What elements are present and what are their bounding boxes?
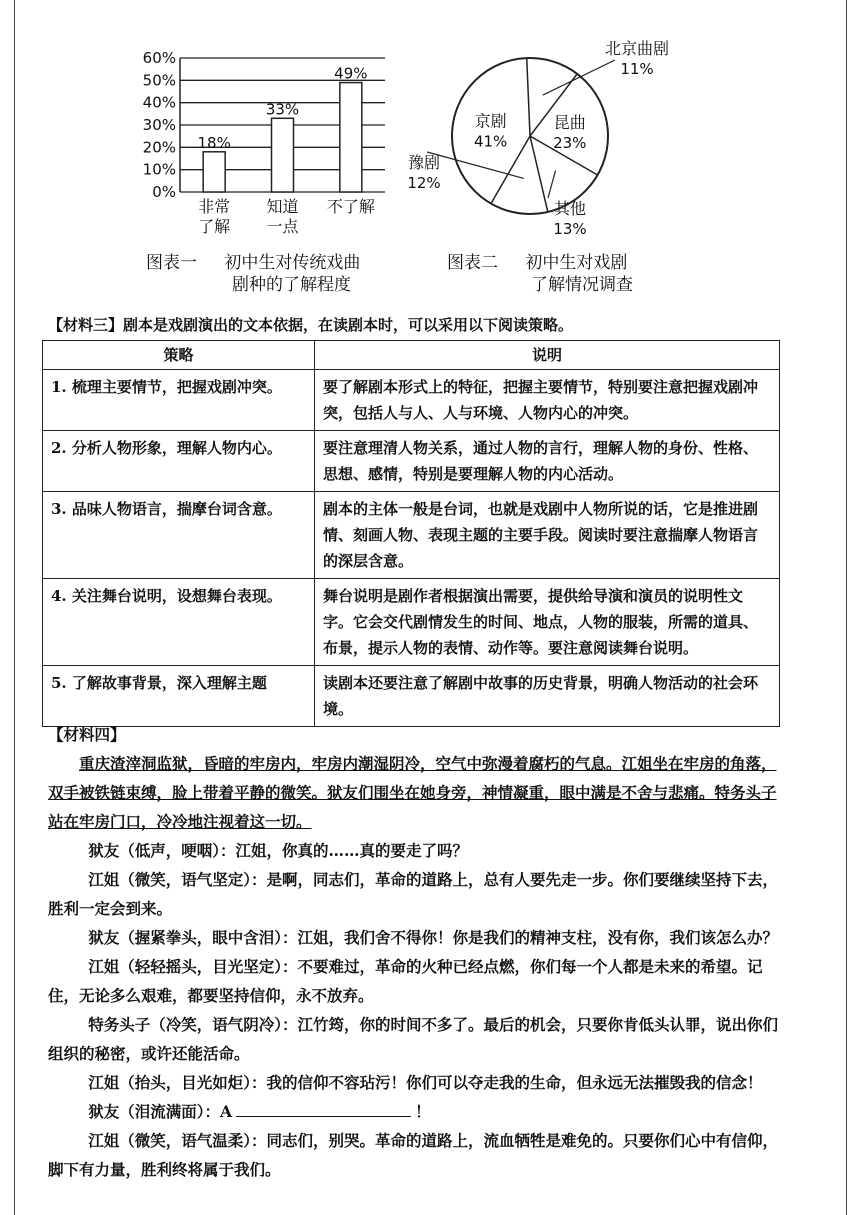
table-row (43, 431, 780, 492)
y-tick-label: 60% (142, 49, 176, 67)
category-label: 一点 (266, 217, 299, 236)
y-tick-label: 10% (142, 160, 176, 179)
table-row (43, 666, 780, 727)
pie-slice-name: 其他 (553, 199, 587, 218)
dialogue-line: 狱友（握紧拳头，眼中含泪）：江姐，我们舍不得你！你是我们的精神支柱，没有你，我们该怎么办？ (88, 928, 779, 947)
y-tick-label: 20% (142, 138, 176, 157)
bar-value-label: 18% (197, 133, 231, 152)
strategy-cell: 3. 品味人物语言，揣摩台词含意。 (43, 492, 315, 579)
fill-blank-line (48, 1097, 783, 1126)
pie-chart-caption (447, 252, 633, 296)
pie-slice-name: 昆曲 (553, 112, 586, 132)
page-border-left (14, 0, 15, 1215)
table-row (43, 492, 780, 579)
y-tick-label: 0% (152, 183, 176, 201)
header-strategy: 策略 (43, 341, 315, 370)
fill-blank-suffix: ！ (415, 1102, 431, 1121)
pie-chart-caption-prefix: 图表二 (447, 253, 498, 273)
table-row (43, 370, 780, 431)
strategy-table-header (43, 341, 780, 370)
stage-direction: 重庆渣滓洞监狱，昏暗的牢房内，牢房内潮湿阴冷，空气中弥漫着腐朽的气息。江姐坐在牢房的角落，双手被铁链束缚，脸上带着平静的微笑。狱友们围坐在她身旁，神情凝重，眼中满是不舍与悲痛。特务头子站在牢房门口，冷冷地注视着这一切。 (48, 754, 777, 831)
pie-chart-caption-line2: 了解情况调查 (531, 275, 633, 295)
pie-slice-label: 11% (620, 60, 654, 78)
category-label: 了解 (198, 217, 231, 236)
y-tick-label: 40% (142, 93, 176, 112)
bar-value-label: 49% (334, 64, 368, 83)
dialogue-line: 江姐（微笑，语气坚定）：是啊，同志们，革命的道路上，总有人要先走一步。你们要继续坚持下去，胜利一定会到来。 (48, 870, 779, 918)
pie-slice-label: 23% (553, 133, 587, 152)
bar-chart-caption (146, 252, 360, 296)
bar-chart-caption-prefix: 图表一 (146, 253, 197, 273)
y-tick-label: 50% (142, 71, 176, 90)
bar (203, 152, 225, 192)
description-cell: 要注意理清人物关系，通过人物的言行，理解人物的身份、性格、思想、感情，特别是要理解人物的内心活动。 (315, 431, 780, 492)
description-cell: 舞台说明是剧作者根据演出需要，提供给导演和演员的说明性文字。它会交代剧情发生的时间、地点，人物的服装，所需的道具、布景，提示人物的表情、动作等。要注意阅读舞台说明。 (315, 579, 780, 666)
dialogue-line: 江姐（抬头，目光如炬）：我的信仰不容玷污！你们可以夺走我的生命，但永远无法摧毁我的信念！ (88, 1073, 763, 1092)
bar (272, 118, 294, 192)
bar-chart-caption-line2: 剧种的了解程度 (232, 275, 351, 295)
answer-blank-a[interactable] (236, 1100, 411, 1117)
material4-script (48, 720, 783, 1184)
pie-slice-label: 13% (553, 220, 587, 238)
pie-slice-name: 北京曲剧 (604, 39, 670, 58)
category-label: 知道 (266, 197, 299, 216)
table-row (43, 579, 780, 666)
header-description: 说明 (315, 341, 780, 370)
pie-chart (407, 36, 700, 246)
dialogue-line: 特务头子（冷笑，语气阴冷）：江竹筠，你的时间不多了。最后的机会，只要你肯低头认罪，说出你们组织的秘密，或许还能活命。 (48, 1015, 779, 1063)
bar-chart-caption-line1: 初中生对传统戏曲 (224, 253, 361, 273)
fill-blank-prefix: 狱友（泪流满面）：A (88, 1102, 233, 1121)
bar (340, 83, 362, 192)
description-cell: 要了解剧本形式上的特征，把握主要情节，特别要注意把握戏剧冲突，包括人与人、人与环境、人物内心的冲突。 (315, 370, 780, 431)
strategy-cell: 1. 梳理主要情节，把握戏剧冲突。 (43, 370, 315, 431)
dialogue-line: 江姐（微笑，语气温柔）：同志们，别哭。革命的道路上，流血牺牲是难免的。只要你们心中有信仰，脚下有力量，胜利终将属于我们。 (48, 1131, 779, 1179)
material3-title: 【材料三】剧本是戏剧演出的文本依据，在读剧本时，可以采用以下阅读策略。 (48, 316, 574, 334)
dialogue-line: 狱友（低声，哽咽）：江姐，你真的……真的要走了吗？ (88, 841, 469, 860)
category-label: 不了解 (326, 197, 375, 216)
strategy-cell: 5. 了解故事背景，深入理解主题 (43, 666, 315, 727)
description-cell: 剧本的主体一般是台词，也就是戏剧中人物所说的话，它是推进剧情、刻画人物、表现主题的主要手段。阅读时要注意揣摩人物语言的深层含意。 (315, 492, 780, 579)
pie-slice-label: 12% (407, 174, 441, 192)
dialogue-line: 江姐（轻轻摇头，目光坚定）：不要难过，革命的火种已经点燃，你们每一个人都是未来的希望。记住，无论多么艰难，都要坚持信仰，永不放弃。 (48, 957, 763, 1005)
bar-chart (120, 40, 420, 250)
pie-chart-caption-line1: 初中生对戏剧 (525, 253, 628, 273)
y-tick-label: 30% (142, 116, 176, 134)
strategy-cell: 4. 关注舞台说明，设想舞台表现。 (43, 579, 315, 666)
material4-title: 【材料四】 (48, 725, 126, 744)
strategy-table (42, 340, 780, 727)
description-cell: 读剧本还要注意了解剧中故事的历史背景，明确人物活动的社会环境。 (315, 666, 780, 727)
strategy-cell: 2. 分析人物形象，理解人物内心。 (43, 431, 315, 492)
pie-slice-name: 豫剧 (407, 153, 441, 172)
pie-slice-label: 41% (473, 132, 508, 151)
bar-value-label: 33% (265, 100, 300, 119)
category-label: 非常 (198, 197, 231, 216)
pie-slice-name: 京剧 (474, 111, 507, 131)
page-border-right (846, 0, 847, 1215)
